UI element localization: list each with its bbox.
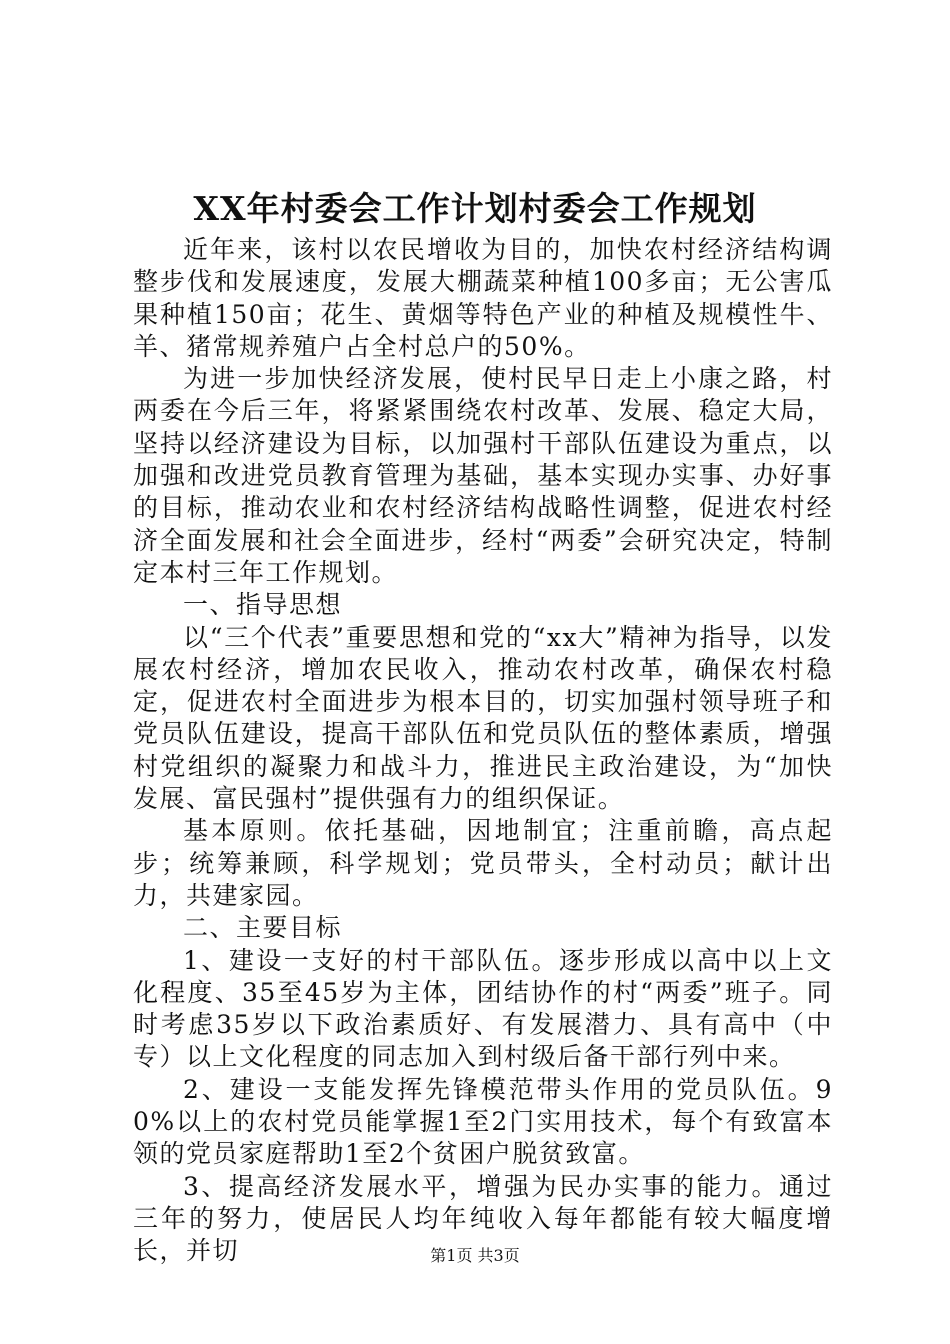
paragraph-goal-2: 2、建设一支能发挥先锋模范带头作用的党员队伍。90%以上的农村党员能掌握1至2门实用技术，每个有致富本领的党员家庭帮助1至2个贫困户脱贫致富。 (133, 1074, 833, 1169)
paragraph-goal-3: 3、提高经济发展水平，增强为民办实事的能力。通过三年的努力，使居民人均年纯收入每年都能有较大幅度增长，并切 (133, 1171, 833, 1266)
paragraph-basic-principles: 基本原则。依托基础，因地制宜；注重前瞻，高点起步；统筹兼顾，科学规划；党员带头，全村动员；献计出力，共建家园。 (133, 816, 833, 910)
paragraph-intro: 近年来，该村以农民增收为目的，加快农村经济结构调整步伐和发展速度，发展大棚蔬菜种植100多亩；无公害瓜果种植150亩；花生、黄烟等特色产业的种植及规模性牛、羊、猪常规养殖户占全村总户的50%。 (133, 235, 833, 361)
section-heading-guiding-ideology: 一、指导思想 (183, 590, 343, 620)
page-footer: 第1页 共3页 (430, 1246, 520, 1265)
paragraph-guiding-ideology: 以“三个代表”重要思想和党的“xx大”精神为指导，以发展农村经济，增加农民收入，推动农村改革，确保农村稳定，促进农村全面进步为根本目的，切实加强村领导班子和党员队伍建设，提高干部队伍和党员队伍的整体素质，增强村党组织的凝聚力和战斗力，推进民主政治建设，为“加快发展、富民强村”提供强有力的组织保证。 (133, 622, 833, 814)
section-heading-main-goals: 二、主要目标 (183, 913, 343, 943)
paragraph-goal-1: 1、建设一支好的村干部队伍。逐步形成以高中以上文化程度、35至45岁为主体，团结协作的村“两委”班子。同时考虑35岁以下政治素质好、有发展潜力、具有高中（中专）以上文化程度的同志加入到村级后备干部行列中来。 (133, 945, 833, 1072)
document-title: XX年村委会工作计划村委会工作规划 (193, 189, 757, 228)
paragraph-plan-purpose: 为进一步加快经济发展，使村民早日走上小康之路，村两委在今后三年，将紧紧围绕农村改革、发展、稳定大局，坚持以经济建设为目标，以加强村干部队伍建设为重点，以加强和改进党员教育管理为基础，基本实现办实事、办好事的目标，推动农业和农村经济结构战略性调整，促进农村经济全面发展和社会全面进步，经村“两委”会研究决定，特制定本村三年工作规划。 (133, 364, 833, 587)
document-body (133, 234, 833, 1268)
